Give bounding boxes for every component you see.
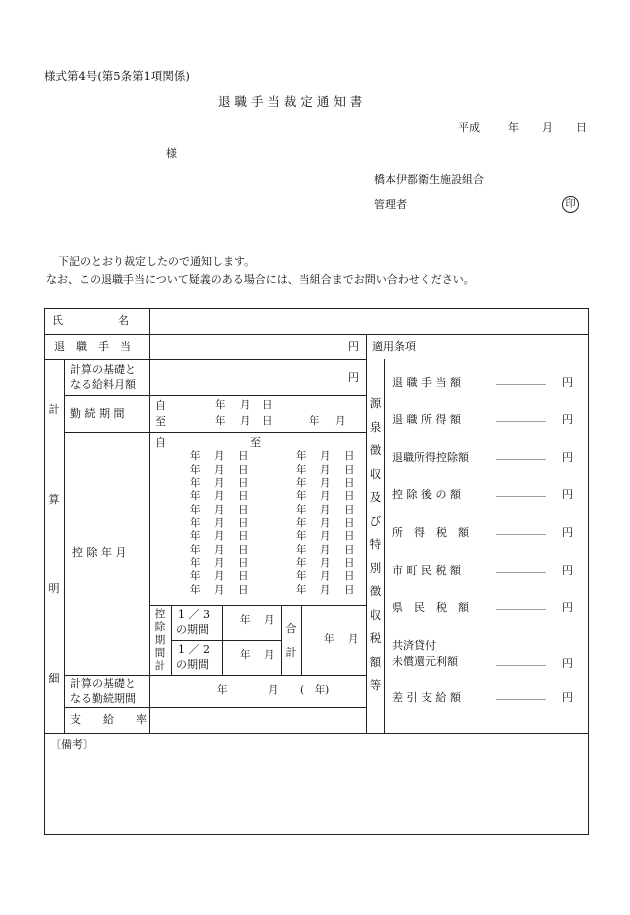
right-item-unit: 円 (562, 488, 573, 501)
vertical-char: 控 (154, 608, 166, 620)
date-unit-label: 月 (268, 684, 279, 696)
right-item-blank[interactable]: __________ (496, 411, 546, 422)
name-label: 氏 名 (52, 314, 129, 327)
date-unit-label: 年 (190, 584, 201, 596)
right-item-unit: 円 (562, 413, 573, 426)
date-unit-label: 月 (214, 584, 225, 596)
right-item-blank[interactable]: __________ (496, 449, 546, 460)
seal-icon: 印 (562, 196, 579, 213)
date-unit-label: 年 (190, 464, 201, 476)
date-unit-label: 日 (344, 557, 355, 569)
date-unit-label: 年 (215, 399, 226, 411)
applicable-articles-label: 適用条項 (372, 340, 416, 353)
pay-rate-label: 支 給 率 (70, 713, 147, 726)
one-third-label-2: の期間 (176, 623, 209, 636)
date-unit-label: 年 (296, 517, 307, 529)
name-value-field[interactable] (155, 313, 580, 331)
right-item-blank[interactable]: __________ (496, 562, 546, 573)
table-rule (366, 334, 367, 733)
date-unit-label: 月 (240, 415, 251, 427)
one-half-label-2: の期間 (176, 658, 209, 671)
vertical-char: 明 (48, 582, 60, 596)
date-unit-label: 日 (344, 584, 355, 596)
date-unit-label: 月 (320, 450, 331, 462)
retirement-allowance-label: 退 職 手 当 (54, 340, 131, 353)
date-unit-label: 年 (190, 544, 201, 556)
right-item-label: 退職所得控除額 (392, 451, 469, 464)
vertical-char: 期 (154, 633, 166, 646)
date-unit-label: 月 (320, 464, 331, 476)
vertical-char: 計 (285, 646, 297, 659)
date-unit-label: 日 (238, 544, 249, 556)
right-item-label: 所 得 税 額 (392, 526, 469, 539)
date-unit-label: 日 (344, 530, 355, 542)
date-unit-label: 日 (238, 530, 249, 542)
right-item-label: 退 職 手 当 額 (392, 376, 461, 389)
vertical-char: 収 (369, 607, 382, 622)
service-period-label: 勤 続 期 間 (70, 407, 125, 420)
retirement-allowance-yen: 円 (348, 340, 359, 353)
vertical-char: 徴 (369, 443, 382, 458)
date-unit-label: 年 (296, 477, 307, 489)
date-unit-label: 月 (320, 570, 331, 582)
date-unit-label: 日 (344, 450, 355, 462)
table-rule (149, 308, 150, 733)
vertical-char: 額 (369, 654, 382, 669)
date-unit-label: 年 (190, 450, 201, 462)
service-from-label: 自 (155, 399, 166, 412)
date-unit-label: 月 (320, 517, 331, 529)
table-rule (64, 359, 65, 733)
date-unit-label: 年 (190, 557, 201, 569)
right-item-label: 市 町 民 税 額 (392, 564, 461, 577)
one-half-label-1: 1 ／ 2 (178, 643, 210, 656)
vertical-char: 徴 (369, 584, 382, 599)
table-rule (171, 605, 172, 675)
table-rule (44, 359, 366, 360)
coop-loan-unit: 円 (562, 657, 573, 670)
withholding-tax-label (368, 398, 383, 692)
date-unit-label: 月 (348, 633, 359, 645)
vertical-char: 合 (285, 622, 297, 635)
date-unit-label: 年 (190, 530, 201, 542)
date-unit-label: 年 (296, 557, 307, 569)
vertical-char: 別 (369, 560, 382, 575)
right-item-label: 県 民 税 額 (392, 601, 469, 614)
date-unit-label: 年 (190, 517, 201, 529)
vertical-char: 源 (369, 396, 382, 410)
table-rule (384, 359, 385, 733)
date-unit-label: 年 (296, 490, 307, 502)
date-unit-label: 月 (320, 504, 331, 516)
date-unit-label: 日 (238, 477, 249, 489)
date-unit-label: 月 (214, 504, 225, 516)
issuer-organization: 橋本伊都衛生施設組合 (374, 173, 484, 186)
remarks-area[interactable] (50, 756, 582, 830)
date-unit-label: 月 (214, 450, 225, 462)
date-unit-label: 月 (214, 557, 225, 569)
right-item-label: 退 職 所 得 額 (392, 413, 461, 426)
date-era: 平成 (458, 121, 480, 134)
date-unit-label: 月 (214, 530, 225, 542)
date-unit-label: 日 (238, 450, 249, 462)
date-unit-label: 日 (344, 544, 355, 556)
table-rule (64, 675, 366, 676)
date-unit-label: 月 (214, 517, 225, 529)
vertical-char: 及 (369, 490, 382, 505)
table-rule (222, 605, 223, 675)
deduction-from-label: 自 (155, 436, 166, 449)
document-title: 退 職 手 当 裁 定 通 知 書 (218, 94, 363, 109)
date-unit-label: 年 (215, 415, 226, 427)
date-unit-label: 日 (238, 464, 249, 476)
vertical-char: 等 (369, 678, 382, 693)
deduction-period-label: 控 除 年 月 (72, 546, 127, 559)
calculation-details-label (47, 404, 61, 684)
date-unit-label: 年 (190, 504, 201, 516)
date-unit-label: 日 (344, 570, 355, 582)
date-unit-label: 日 (344, 464, 355, 476)
date-unit-label: 月 (320, 557, 331, 569)
date-unit-label: 月 (320, 544, 331, 556)
basis-salary-label-2: なる給料月額 (70, 378, 136, 391)
total-label (285, 623, 297, 658)
table-rule (44, 733, 589, 734)
vertical-char: 除 (154, 620, 166, 633)
date-unit-label: 月 (240, 399, 251, 411)
date-unit-label: 日 (238, 517, 249, 529)
date-unit-label: 日 (262, 399, 273, 411)
date-unit-label: 月 (264, 614, 275, 626)
date-unit-label: 日 (344, 490, 355, 502)
table-rule (64, 432, 366, 433)
date-unit-label: 月 (320, 530, 331, 542)
date-unit-label: 年 (296, 570, 307, 582)
coop-loan-label-1: 共済貸付 (392, 639, 436, 652)
date-unit-label: 年 (296, 450, 307, 462)
net-payment-blank[interactable]: __________ (496, 689, 546, 700)
date-unit-label: 年 (190, 570, 201, 582)
date-unit-label: 年 (296, 504, 307, 516)
vertical-char: 算 (48, 492, 60, 506)
date-unit-label: 年 (217, 684, 228, 696)
date-month-label: 月 (542, 121, 553, 134)
date-unit-label: 年 (309, 415, 320, 427)
intro-line-2: なお、この退職手当について疑義のある場合には、当組合までお問い合わせください。 (46, 273, 475, 286)
date-unit-label: 年 (190, 490, 201, 502)
table-rule (44, 334, 589, 335)
date-unit-label: 月 (264, 649, 275, 661)
net-payment-unit: 円 (562, 691, 573, 704)
date-unit-label: 月 (214, 544, 225, 556)
vertical-char: 税 (369, 631, 382, 646)
table-rule (281, 605, 282, 675)
deduction-calc-label (153, 609, 167, 671)
form-number: 様式第4号(第5条第1項関係) (44, 69, 190, 83)
date-unit-label: 月 (214, 477, 225, 489)
date-unit-label: 年 (296, 464, 307, 476)
remarks-label: 〔備考〕 (50, 738, 94, 751)
date-day-label: 日 (576, 121, 587, 134)
date-unit-label: 日 (344, 504, 355, 516)
date-unit-label: 日 (344, 477, 355, 489)
basis-service-label-2: なる勤続期間 (70, 692, 136, 705)
right-item-unit: 円 (562, 601, 573, 614)
date-unit-label: 日 (238, 504, 249, 516)
vertical-char: 計 (154, 659, 166, 672)
date-unit-label: 月 (335, 415, 346, 427)
date-unit-label: 年 (296, 544, 307, 556)
date-unit-label: 年 (296, 584, 307, 596)
intro-line-1: 下記のとおり裁定したので通知します。 (58, 255, 256, 268)
vertical-char: 収 (369, 466, 382, 481)
date-unit-label: 月 (320, 477, 331, 489)
right-item-unit: 円 (562, 526, 573, 539)
table-rule (171, 640, 281, 641)
date-year-label: 年 (508, 121, 519, 134)
date-unit-label: 日 (262, 415, 273, 427)
date-unit-label: 年 (190, 477, 201, 489)
basis-service-label-1: 計算の基礎と (70, 677, 136, 690)
right-item-blank[interactable]: __________ (496, 524, 546, 535)
table-rule (149, 605, 366, 606)
coop-loan-label-2: 未償還元利額 (392, 655, 458, 668)
coop-loan-blank[interactable]: __________ (496, 655, 546, 666)
right-item-blank[interactable]: __________ (496, 374, 546, 385)
vertical-char: 間 (154, 646, 166, 659)
right-item-label: 控 除 後 の 額 (392, 488, 461, 501)
right-item-unit: 円 (562, 451, 573, 464)
right-item-unit: 円 (562, 564, 573, 577)
date-unit-label: 年 (296, 530, 307, 542)
right-item-blank[interactable]: __________ (496, 599, 546, 610)
basis-salary-label-1: 計算の基礎と (70, 363, 136, 376)
issuer-role: 管理者 (374, 198, 407, 211)
date-unit-label: 月 (320, 490, 331, 502)
vertical-char: 特 (369, 537, 382, 552)
date-unit-label: 日 (238, 570, 249, 582)
date-unit-label: 年 (324, 633, 335, 645)
date-unit-label: ( 年) (300, 684, 330, 696)
date-unit-label: 日 (344, 517, 355, 529)
addressee-suffix: 様 (166, 147, 177, 160)
basis-salary-yen: 円 (348, 371, 359, 384)
vertical-char: 細 (48, 671, 60, 685)
net-payment-label: 差 引 支 給 額 (392, 691, 461, 704)
one-third-label-1: 1 ／ 3 (178, 608, 210, 621)
right-item-unit: 円 (562, 376, 573, 389)
date-unit-label: 月 (214, 464, 225, 476)
deduction-to-label: 至 (250, 436, 261, 449)
date-unit-label: 日 (238, 584, 249, 596)
table-rule (301, 605, 302, 675)
date-unit-label: 月 (320, 584, 331, 596)
table-rule (64, 707, 366, 708)
right-item-blank[interactable]: __________ (496, 486, 546, 497)
vertical-char: 計 (48, 403, 60, 416)
vertical-char: 泉 (369, 419, 382, 434)
table-rule (64, 395, 366, 396)
date-unit-label: 月 (214, 570, 225, 582)
date-unit-label: 日 (238, 557, 249, 569)
date-unit-label: 年 (240, 649, 251, 661)
vertical-char: び (369, 513, 382, 528)
date-unit-label: 年 (240, 614, 251, 626)
date-unit-label: 日 (238, 490, 249, 502)
date-unit-label: 月 (214, 490, 225, 502)
service-to-label: 至 (155, 415, 166, 428)
